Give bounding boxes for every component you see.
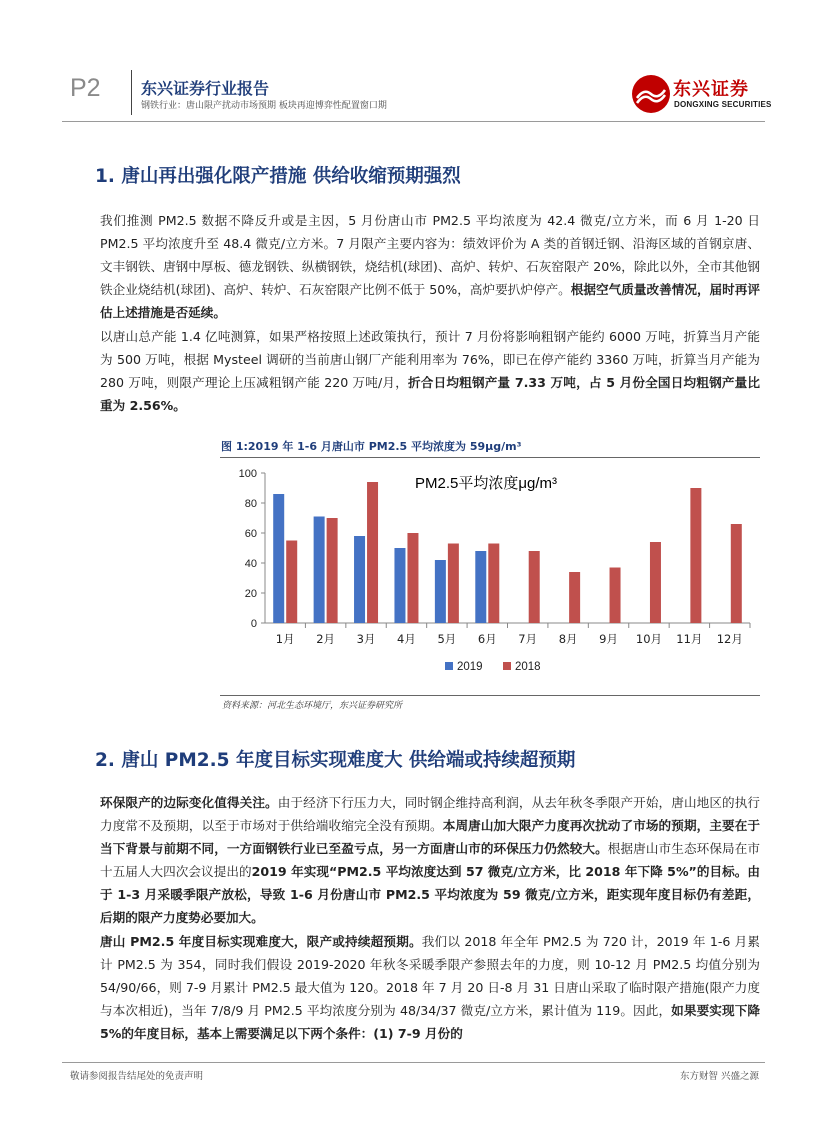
bar-2018-4 [407, 533, 418, 623]
section2-p1-text-1: 由于经济下行压力大，同时钢企维持高利润，从去年秋冬季限产开始，唐山地区的执行力度常不及预期，以至于市场对于供给端收缩完全没有预期。 [100, 795, 761, 833]
section1-p1-bold: 根据空气质量改善情况，届时再评估上述措施是否延续。 [100, 282, 760, 320]
section1-p1-text: 我们推测 PM2.5 数据不降反升或是主因，5 月份唐山市 PM2.5 平均浓度为 42.4 微克/立方米，而 6 月 1-20 日 PM2.5 平均浓度升至 48.4 微克/立方米。7 月限产主要内容为：绩效评价为 A 类的首钢迁钢、沿海区域的首钢京唐、文丰钢铁、唐钢中厚板、德龙钢铁、纵横钢铁，烧结机(球团)、高炉、转炉、石灰窑限产 20%，除此以外，全市其他钢铁企业烧结机(球团)、高炉、转炉、石灰窑限产比例不低于 50%，高炉要扒炉停产。 [100, 213, 760, 297]
section1-p2-text: 以唐山总产能 1.4 亿吨测算，如果严格按照上述政策执行，预计 7 月份将影响粗钢产能约 6000 万吨，折算当月产能为 500 万吨，根据 Mysteel 调研的当前唐山钢厂产能利用率为 76%，即已在停产能约 3360 万吨，折算当月产能为 280 万吨，则限产理论上压减粗钢产能 220 万吨/月， [100, 329, 760, 390]
section2-p1-bold-3: 2019 年实现“PM2.5 平均浓度达到 57 微克/立方米，比 2018 年下降 5%”的目标。由于 1-3 月采暖季限产放松，导致 1-6 月份唐山市 PM2.5 平均浓度为 59 微克/立方米，距实现年度目标仍有差距，后期的限产力度势必要加大。 [100, 864, 760, 925]
legend-label-2019: 2019 [457, 661, 483, 673]
bar-2018-6 [488, 544, 499, 624]
section1-heading: 1. 唐山再出强化限产措施 供给收缩预期强烈 [95, 166, 461, 187]
header-rule [62, 121, 765, 122]
x-tick-label: 3月 [356, 632, 376, 646]
footer-rule [62, 1062, 765, 1063]
bar-2018-8 [569, 572, 580, 623]
chart-bars [273, 482, 742, 623]
header-divider [131, 70, 132, 115]
bar-2018-12 [731, 524, 742, 623]
figure-caption: 图 1:2019 年 1-6 月唐山市 PM2.5 平均浓度为 59μg/m³ [221, 440, 522, 453]
x-tick-label: 7月 [518, 632, 538, 646]
legend-swatch-2019 [445, 662, 453, 670]
section2-paragraph-1 [100, 791, 760, 929]
bar-2018-9 [610, 568, 621, 624]
x-tick-label: 2月 [316, 632, 336, 646]
legend-swatch-2018 [503, 662, 511, 670]
section2-p1-bold-1: 环保限产的边际变化值得关注。 [100, 795, 278, 810]
y-tick-label: 80 [244, 498, 257, 510]
y-tick-label: 0 [250, 618, 257, 630]
bar-2019-1 [273, 494, 284, 623]
x-tick-label: 5月 [437, 632, 457, 646]
y-tick-label: 40 [244, 558, 257, 570]
x-tick-label: 4月 [397, 632, 416, 646]
y-tick-label: 60 [244, 528, 257, 540]
section1-paragraph-2 [100, 325, 760, 417]
logo-english: DONGXING SECURITIES [674, 100, 772, 109]
bar-2018-11 [690, 488, 701, 623]
x-tick-label: 10月 [635, 632, 663, 646]
x-tick-label: 1月 [275, 632, 295, 646]
bar-2019-5 [435, 560, 446, 623]
x-tick-label: 12月 [716, 632, 743, 646]
chart-title: PM2.5平均浓度μg/m³ [415, 475, 557, 492]
section2-p2-text-1: 我们以 2018 年全年 PM2.5 为 720 计，2019 年 1-6 月累计 PM2.5 为 354，同时我们假设 2019-2020 年秋冬采暖季限产参照去年的力度，则 10-12 月 PM2.5 均值分别为 54/90/66，则 7-9 月累计 PM2.5 最大值为 120。2018 年 7 月 20 日-8 月 31 日唐山采取了临时限产措施(限产力度与本次相近)，当年 7/8/9 月 PM2.5 平均浓度分别为 48/34/37 微克/立方米，累计值为 119。因此， [100, 934, 760, 1018]
bar-2019-6 [475, 551, 486, 623]
bar-2018-1 [286, 541, 297, 624]
section2-p1-bold-2: 本周唐山加大限产力度再次扰动了市场的预期，主要在于当下背景与前期不同，一方面钢铁行业已至盈亏点，另一方面唐山市的环保压力仍然较大。 [100, 818, 761, 856]
logo-text: 东兴证券 [673, 79, 749, 100]
figure-source: 资料来源：河北生态环境厅，东兴证券研究所 [222, 701, 403, 711]
page-number: P2 [70, 74, 101, 102]
section2-paragraph-2 [100, 930, 760, 1045]
footer-slogan: 东方财智 兴盛之源 [680, 1071, 760, 1082]
section2-heading: 2. 唐山 PM2.5 年度目标实现难度大 供给端或持续超预期 [95, 750, 576, 771]
figure-bottom-rule [220, 695, 760, 696]
bar-2018-7 [529, 551, 540, 623]
x-tick-label: 11月 [676, 632, 703, 646]
pm25-bar-chart [220, 460, 760, 692]
bar-2019-4 [394, 548, 405, 623]
legend-label-2018: 2018 [515, 661, 541, 673]
bar-2018-3 [367, 482, 378, 623]
footer-disclaimer: 敬请参阅报告结尾处的免责声明 [70, 1071, 204, 1082]
bar-2019-2 [314, 517, 325, 624]
report-title: 东兴证券行业报告 [141, 79, 270, 98]
bar-2018-10 [650, 542, 661, 623]
y-tick-label: 20 [244, 588, 257, 600]
section2-p2-bold-2: 如果要实现下降 5%的年度目标，基本上需要满足以下两个条件：(1) 7-9 月份的 [100, 1003, 760, 1041]
x-tick-label: 8月 [558, 632, 578, 646]
bar-2018-2 [327, 518, 338, 623]
y-tick-label: 100 [238, 468, 257, 480]
report-subtitle: 钢铁行业：唐山限产扰动市场预期 板块再迎博弈性配置窗口期 [141, 101, 387, 111]
x-tick-label: 9月 [599, 632, 618, 646]
section1-paragraph-1 [100, 209, 760, 324]
section2-p1-text-2: 根据唐山市生态环保局在市十五届人大四次会议提出的 [100, 841, 761, 879]
section1-p2-bold: 折合日均粗钢产量 7.33 万吨，占 5 月份全国日均粗钢产量比重为 2.56%。 [100, 375, 761, 413]
bar-2019-3 [354, 536, 365, 623]
section2-p2-bold-1: 唐山 PM2.5 年度目标实现难度大，限产或持续超预期。 [100, 934, 422, 949]
bar-2018-5 [448, 544, 459, 624]
x-tick-label: 6月 [477, 632, 497, 646]
chart-legend [445, 661, 541, 673]
figure-top-rule [220, 457, 760, 458]
